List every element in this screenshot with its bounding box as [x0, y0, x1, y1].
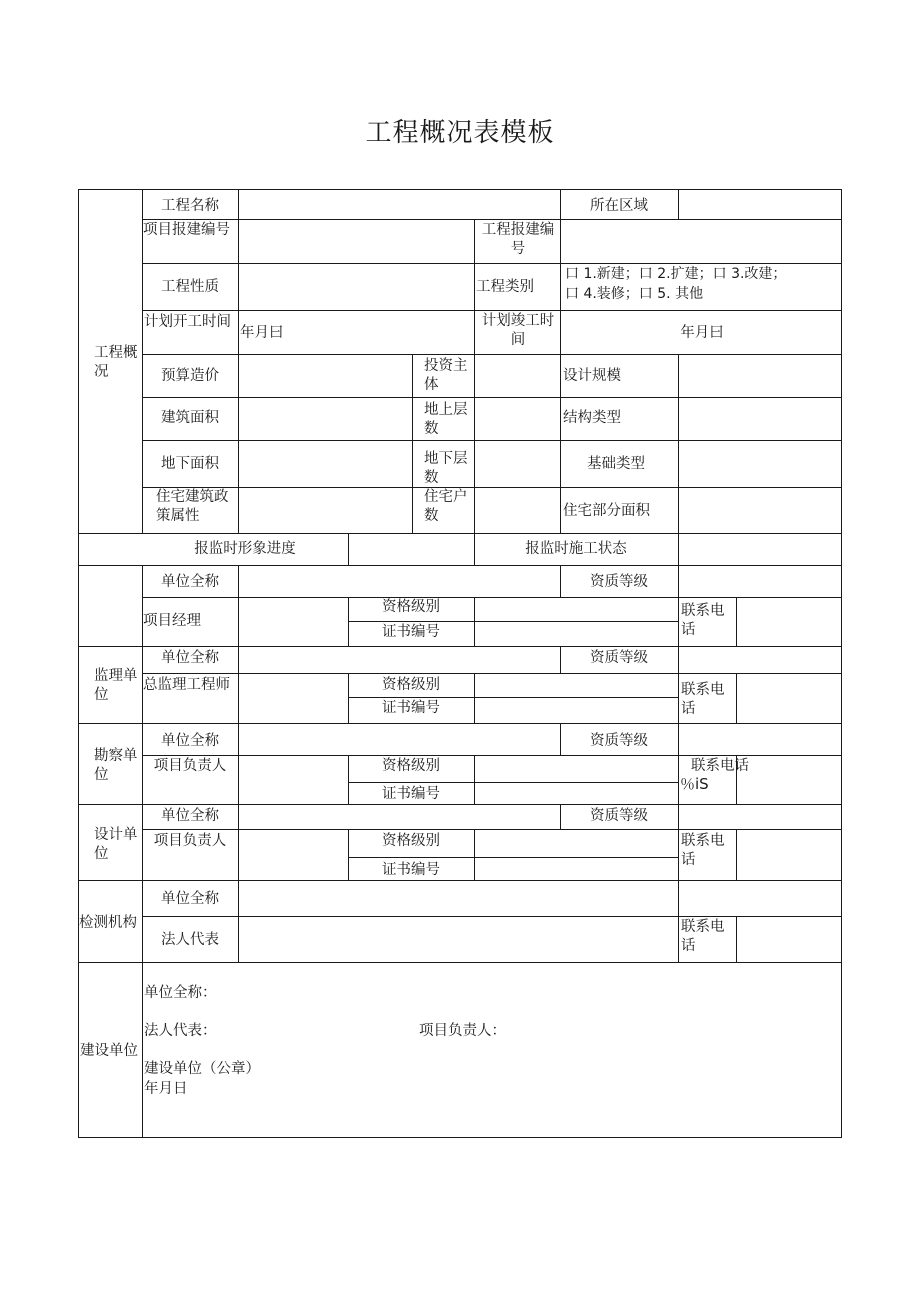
label-nature: 工程性质 [161, 279, 219, 295]
label-cert-no: 证书编号 [382, 624, 440, 640]
category-options-line2: 口 4.装修；口 5. 其他 [565, 286, 704, 302]
label-qualification: 资质等级 [590, 574, 648, 590]
label-contact-phone: 联系电话 [681, 919, 725, 954]
label-budget: 预算造价 [161, 368, 219, 384]
label-contact-phone: 联系电话 [681, 603, 725, 638]
label-cert-no: 证书编号 [382, 786, 440, 802]
label-full-name: 单位全称 [161, 650, 219, 666]
label-floors-above: 地上层数 [424, 402, 468, 437]
label-project-name: 工程名称 [161, 198, 219, 214]
label-project-lead: 项目负责人 [153, 833, 227, 849]
category-options-line1: 口 1.新建；口 2.扩建；口 3.改建； [565, 266, 787, 282]
label-region: 所在区域 [590, 198, 648, 214]
label-report-status: 报监时施工状态 [525, 541, 627, 557]
section-label-construction: 建设单位 [80, 1043, 138, 1059]
construction-full-name: 单位全称： [144, 985, 217, 1001]
label-plan-start: 计划开工时间 [144, 314, 231, 330]
page-title: 工程概况表模板 [365, 118, 555, 148]
label-full-name: 单位全称 [161, 891, 219, 907]
section-label-overview: 工程概况 [94, 345, 138, 380]
label-contact-phone: 联系电话 [681, 682, 725, 717]
label-qualification: 资质等级 [590, 650, 648, 666]
label-design-scale: 设计规模 [563, 368, 621, 384]
label-housing-policy: 住宅建筑政策属性 [156, 489, 229, 524]
label-category: 工程类别 [476, 279, 534, 295]
label-floor-area: 建筑面积 [161, 410, 219, 426]
label-project-report-no: 工程报建编号 [481, 222, 555, 257]
label-report-no: 项目报建编号 [143, 222, 230, 238]
label-project-manager: 项目经理 [143, 613, 201, 629]
label-qual-level: 资格级别 [382, 833, 440, 849]
label-qual-level: 资格级别 [382, 599, 440, 615]
label-floors-below: 地下层数 [424, 451, 468, 486]
label-structure-type: 结构类型 [563, 410, 621, 426]
label-investor: 投资主体 [424, 358, 468, 393]
label-contact-short: 联系电话 [691, 758, 749, 774]
label-full-name: 单位全称 [161, 808, 219, 824]
label-underground-area: 地下面积 [161, 456, 219, 472]
label-qual-level: 资格级别 [382, 677, 440, 693]
construction-legal-rep: 法人代表： [144, 1023, 217, 1039]
section-label-supervision: 监理单位 [94, 668, 138, 703]
plan-start-value: 年月曰 [240, 325, 284, 341]
label-housing-area: 住宅部分面积 [563, 503, 650, 519]
label-qualification: 资质等级 [590, 808, 648, 824]
construction-date: 年月日 [144, 1081, 188, 1097]
label-contact-garbled: ％iS [680, 775, 709, 793]
label-full-name: 单位全称 [161, 574, 219, 590]
label-qualification: 资质等级 [590, 733, 648, 749]
section-label-testing: 检测机构 [79, 915, 137, 931]
label-full-name: 单位全称 [161, 733, 219, 749]
label-cert-no: 证书编号 [382, 862, 440, 878]
label-foundation-type: 基础类型 [587, 456, 645, 472]
label-plan-end: 计划竣工时间 [481, 313, 555, 348]
label-project-lead: 项目负责人 [153, 758, 227, 774]
label-contact-phone: 联系电话 [681, 833, 725, 868]
section-label-design: 设计单位 [94, 827, 138, 862]
label-qual-level: 资格级别 [382, 758, 440, 774]
section-label-survey: 勘察单位 [94, 748, 138, 783]
label-households: 住宅户数 [424, 489, 468, 524]
construction-project-lead: 项目负责人： [419, 1023, 506, 1039]
label-cert-no: 证书编号 [382, 700, 440, 716]
label-chief-supervisor: 总监理工程师 [143, 677, 230, 693]
construction-seal: 建设单位（公章） [144, 1061, 260, 1077]
plan-end-value: 年月曰 [680, 325, 724, 341]
label-legal-rep: 法人代表 [161, 932, 219, 948]
label-report-progress: 报监时形象进度 [194, 541, 296, 557]
